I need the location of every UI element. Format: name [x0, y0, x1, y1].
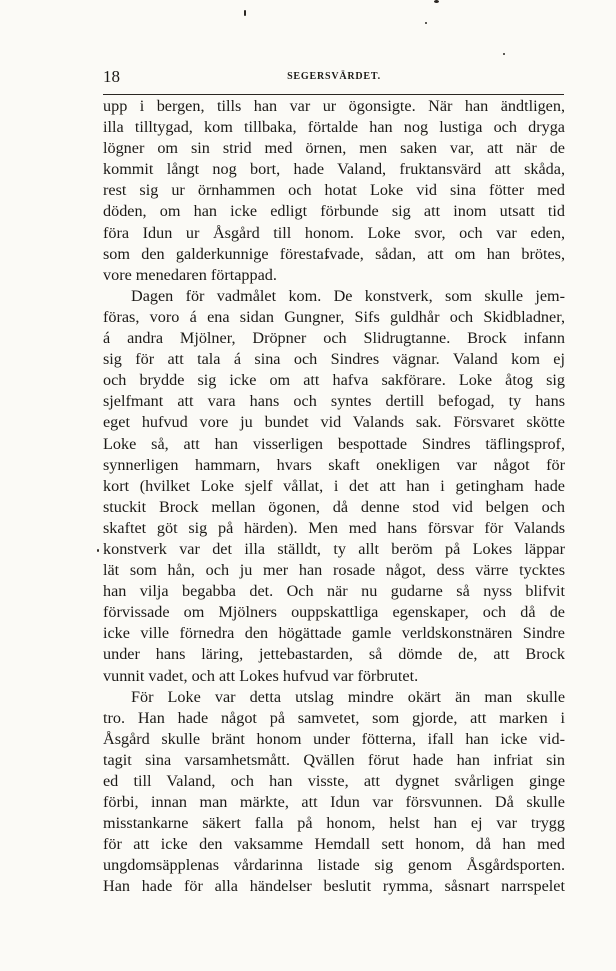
text-line: stuckit Brock mellan ögonen, då denne stod vid belgen och — [103, 497, 565, 516]
text-line: synnerligen hammarn, hvars skaft onekligen var något för — [103, 455, 565, 474]
header-rule — [103, 94, 564, 95]
text-line: Åsgård skulle bränt honom under fötterna, ifall han icke vid- — [103, 729, 565, 748]
text-line: förbi, innan man märkte, att Idun var försvunnen. Då skulle — [103, 793, 565, 812]
text-line: tagit sina varsamhetsmått. Qvällen förut hade han infriat sin — [103, 750, 565, 769]
page-header — [103, 66, 565, 88]
text-line: ungdomsäpplenas vårdarinna listade sig genom Åsgårdsporten. — [103, 856, 565, 875]
text-line: vore menedaren förtappad. — [103, 265, 277, 284]
text-line: föra Idun ur Åsgård till honom. Loke svor, och var eden, — [103, 223, 565, 242]
running-title: SEGERSVÄRDET. — [287, 71, 381, 82]
ink-speck — [244, 10, 246, 16]
text-line: För Loke var detta utslag mindre okärt än man skulle — [131, 687, 565, 706]
text-line: lät som hån, och ju mer han rosade något, dess värre tycktes — [103, 561, 565, 580]
text-line: föras, voro á ena sidan Gungner, Sifs guldhår och Skidbladner, — [103, 307, 565, 326]
text-line: misstankarne säkert falla på honom, helst han ej var trygg — [103, 814, 565, 833]
text-line: tro. Han hade något på samvetet, som gjorde, att marken i — [103, 708, 565, 727]
text-line: eget hufvud vore ju bundet vid Valands sak. Försvaret skötte — [103, 413, 565, 432]
text-line: rest sig ur örnhammen och hotat Loke vid sina fötter med — [103, 181, 565, 200]
text-line: Loke så, att han visserligen bespottade Sindres täflingsprof, — [103, 434, 565, 453]
ink-speck — [425, 22, 427, 24]
text-line: och brydde sig icke om att hafva sakförare. Loke åtog sig — [103, 371, 565, 390]
text-line: kommit långt nog bort, hade Valand, fruktansvärd att skåda, — [103, 160, 565, 179]
text-line: han vilja begabba det. Och när nu gudarne så nyss blifvit — [103, 582, 565, 601]
text-line: icke ville förnedra den högättade gamle verldskonstnären Sindre — [103, 624, 565, 643]
text-line: konstverk var det illa ställdt, ty allt beröm på Lokes läppar — [103, 539, 565, 558]
ink-speck — [434, 0, 439, 3]
text-line: á andra Mjölner, Dröpner och Slidrugtanne. Brock infann — [103, 329, 565, 348]
page-number: 18 — [103, 67, 120, 86]
text-line: kort (hvilket Loke sjelf vållat, i det att han i getingham hade — [103, 476, 565, 495]
ink-speck — [97, 549, 99, 552]
text-line: upp i bergen, tills han var ur ögonsigte. När han ändtligen, — [103, 97, 565, 115]
body-text — [103, 96, 565, 898]
text-line: vunnit vadet, och att Lokes hufvud var förbrutet. — [103, 666, 419, 685]
text-line: illa tilltygad, kom tillbaka, förtalde han nog lustiga och dryga — [103, 118, 565, 137]
text-line: under hans läring, jettebastarden, så dömde de, att Brock — [103, 645, 565, 664]
ink-speck — [503, 53, 505, 55]
text-line: Dagen för vadmålet kom. De konstverk, som skulle jem- — [131, 286, 565, 305]
text-line: sig för att tala á sina och Sindres vägnar. Valand kom ej — [103, 350, 565, 369]
text-line: sjelfmant att vara hans och syntes dertill befogad, ty hans — [103, 392, 565, 411]
text-line: Han hade för alla händelser beslutit rymma, såsnart narrspelet — [103, 877, 565, 896]
text-line: skaftet göt sig på härden). Men med hans försvar för Valands — [103, 518, 565, 537]
text-line: som den galderkunnige förestafvade, sådan, att om han brötes, — [103, 244, 565, 263]
text-line: lögner om sin strid med örnen, men saken var, att när de — [103, 139, 565, 158]
text-line: ed till Valand, och han visste, att dygnet svårligen ginge — [103, 772, 565, 790]
text-line: döden, om han icke edligt förbunde sig att inom utsatt tid — [103, 202, 565, 221]
text-line: för att icke den vaksamme Hemdall sett honom, då han med — [103, 835, 565, 854]
text-line: förvissade om Mjölners ouppskattliga egenskaper, och då de — [103, 603, 565, 622]
